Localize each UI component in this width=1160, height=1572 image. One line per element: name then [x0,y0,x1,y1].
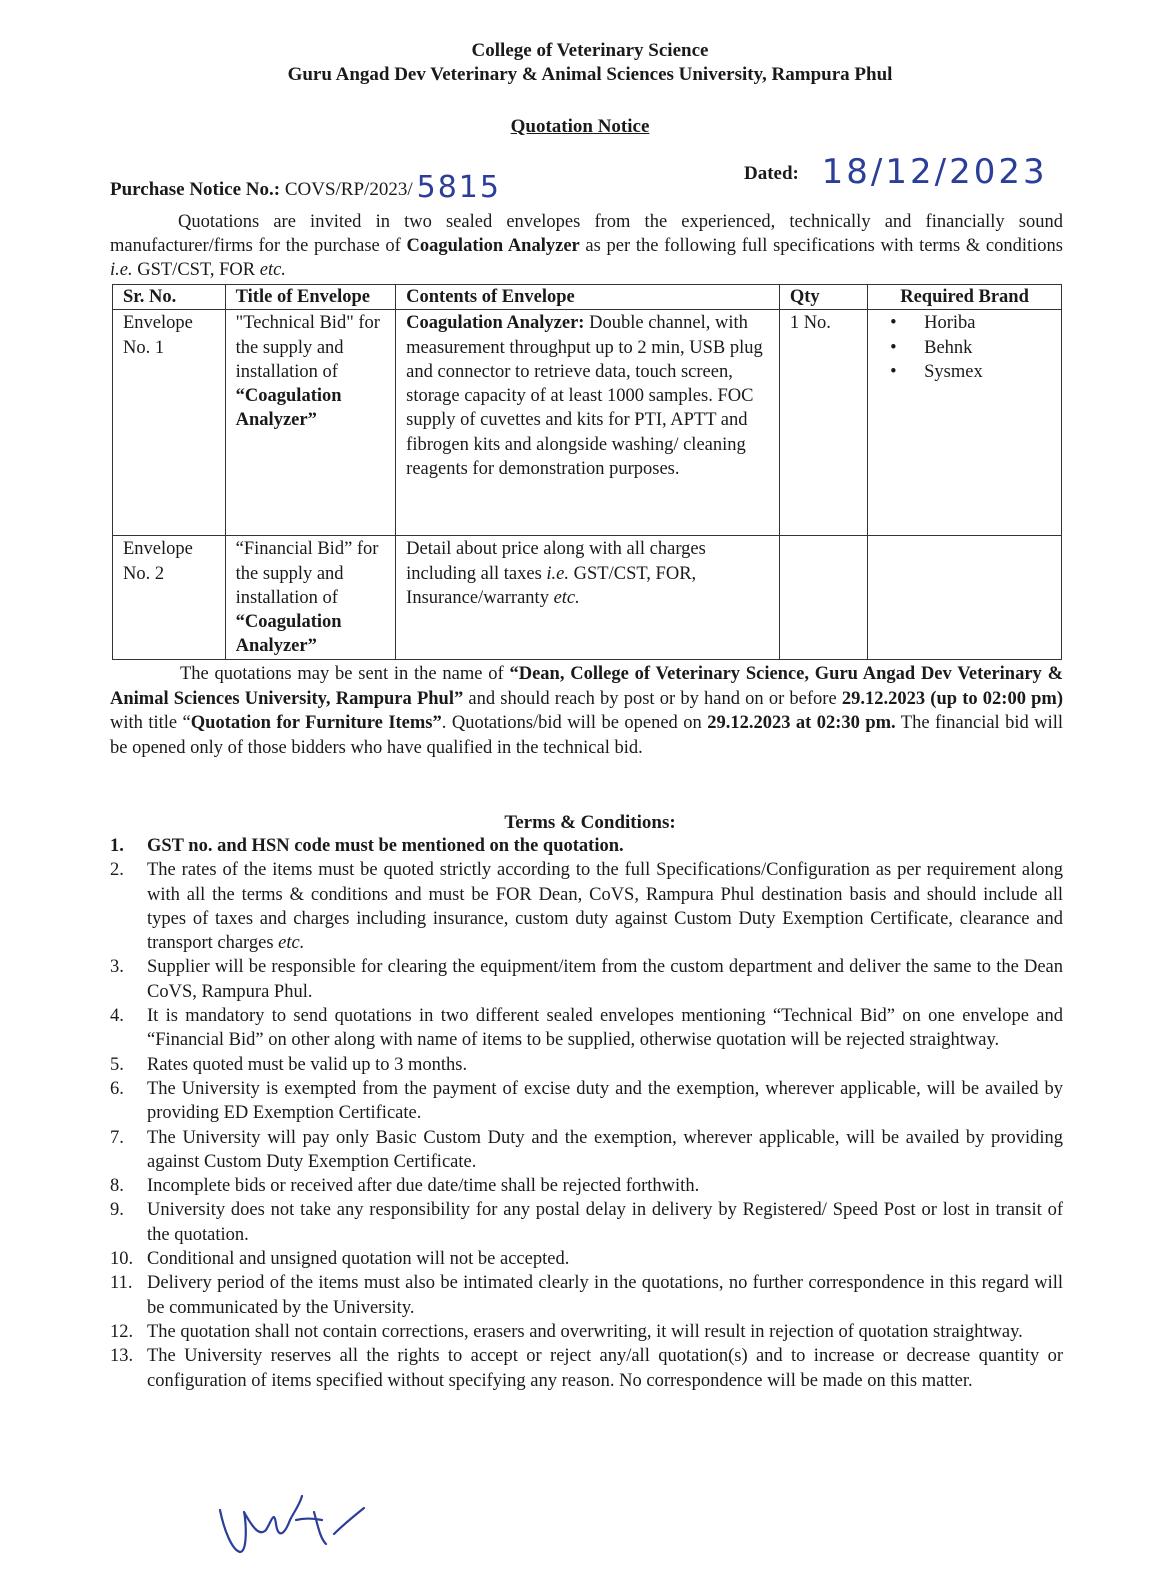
term-etc: etc. [278,933,305,954]
purchase-notice-number [110,168,501,203]
row2-qty [779,536,867,660]
term-item [110,1004,1063,1053]
term-text: University does not take any responsibility for any postal delay in delivery by Registered/ Speed Post or lost in transit of the quotation. [147,1200,1063,1245]
intro-item: Coagulation Analyzer [406,236,580,256]
row1-contents-bold: Coagulation Analyzer: [406,313,585,334]
row2-title-plain: “Financial Bid” for the supply and installation of [235,539,379,608]
header-title: Title of Envelope [225,285,396,310]
term-item [110,1320,1063,1344]
term-text: Supplier will be responsible for clearing the equipment/item from the custom department and deliver the same to the Dean CoVS, Rampura Phul. [147,957,1063,1002]
term-item [110,1344,1063,1393]
term-item [110,858,1063,955]
term-text: Rates quoted must be valid up to 3 months. [147,1054,468,1075]
term-text: The quotation shall not contain corrections, erasers and overwriting, it will result in rejection of quotation straightway. [147,1321,1023,1342]
header-brand: Required Brand [868,285,1062,310]
row2-title-bold: “Coagulation Analyzer” [235,612,342,657]
row1-title-plain: "Technical Bid" for the supply and installation of [235,313,380,382]
handwritten-date: 18/12/2023 [821,152,1048,192]
term-text: The University will pay only Basic Custom Duty and the exemption, wherever applicable, will be availed by providing against Custom Duty Exemption Certificate. [147,1127,1063,1172]
term-number: 9. [110,1200,124,1221]
term-text: Delivery period of the items must also be intimated clearly in the quotations, no further correspondence in this regard will be communicated by the University. [147,1273,1063,1318]
term-item [110,1053,1063,1077]
term-text: Incomplete bids or received after due date/time shall be rejected forthwith. [147,1176,700,1197]
purchase-notice-label: Purchase Notice No.: [110,179,281,200]
term-number: 10. [110,1249,134,1270]
quotation-title: Quotation for Furniture Items” [190,713,442,733]
dated-label: Dated: [744,163,799,184]
term-number: 8. [110,1176,124,1197]
para2-text: The quotations may be sent in the name of [180,664,510,684]
brand-item: • Horiba [890,311,1051,335]
row2-contents [396,536,780,660]
term-number: 7. [110,1127,124,1148]
term-number: 3. [110,957,124,978]
terms-list [110,834,1063,1393]
term-number: 13. [110,1346,134,1367]
table-row [113,310,1062,536]
signature [214,1490,374,1562]
notice-title: Quotation Notice [510,116,650,137]
row2-brands [868,536,1062,660]
university-name: Guru Angad Dev Veterinary & Animal Sciences University, Rampura Phul [287,64,893,85]
term-item [110,955,1063,1004]
para2-text: The financial bid will be opened only of those bidders who have qualified in the technical bid. [110,713,1064,758]
term-text: It is mandatory to send quotations in two different sealed envelopes mentioning “Technical Bid” on one envelope and “Financial Bid” on other along with name of items to be supplied, otherwise quotation will be rejected straightway. [147,1006,1063,1051]
row2-contents-b: GST/CST, FOR, Insurance/warranty [406,563,697,608]
header-qty: Qty [779,285,867,310]
table-row [113,536,1062,660]
intro-text-after: as per the following full specifications with terms & conditions [579,236,1063,256]
brand-list [878,311,1051,384]
term-number: 11. [110,1273,133,1294]
deadline: 29.12.2023 (up to 02:00 pm) [841,688,1064,709]
brand-item: • Sysmex [890,360,1051,384]
row2-contents-ie: i.e. [546,563,570,584]
row1-title-bold: “Coagulation Analyzer” [235,386,342,431]
header-contents: Contents of Envelope [396,285,780,310]
term-item [110,1077,1063,1126]
header-sr-no: Sr. No. [113,285,226,310]
intro-text-end: GST/CST, FOR [132,260,260,280]
term-text: Conditional and unsigned quotation will not be accepted. [147,1249,570,1270]
term-number: 6. [110,1078,124,1099]
intro-ie: i.e. [110,260,133,280]
para2-text: with title “ [110,713,191,733]
envelope-table [112,284,1062,660]
table-header-row [113,285,1062,310]
term-item [110,1174,1063,1198]
term-item [110,834,1063,858]
college-name: College of Veterinary Science [471,40,709,61]
row2-sr: Envelope No. 2 [113,536,226,660]
term-item [110,1247,1063,1271]
term-text: The University is exempted from the payment of excise duty and the exemption, wherever applicable, will be availed by providing ED Exemption Certificate. [147,1078,1063,1124]
term-number: 1. [110,836,124,856]
term-number: 12. [110,1321,134,1342]
row2-contents-etc: etc. [553,587,580,608]
intro-text-before: Quotations are invited in two sealed envelopes from the experienced, technically and financially sound manufacturer/firms for the purchase of [110,212,1063,256]
term-item [110,1126,1063,1175]
intro-etc: etc. [259,260,286,280]
row1-qty: 1 No. [779,310,867,536]
row1-title [225,310,396,536]
para2-text: and should reach by post or by hand on or before [463,688,842,709]
term-item [110,1198,1063,1247]
para2-text: . Quotations/bid will be opened on [441,713,708,733]
row1-brands [868,310,1062,536]
row2-title [225,536,396,660]
purchase-notice-prefix: COVS/RP/2023/ [284,179,413,200]
row1-sr: Envelope No. 1 [113,310,226,536]
brand-item: • Behnk [890,336,1051,360]
handwritten-notice-number: 5815 [416,170,501,205]
submission-paragraph [110,662,1063,760]
term-text: The rates of the items must be quoted strictly according to the full Specifications/Configuration as per requirement along with all the terms & conditions and must be FOR Dean, CoVS, Rampura Phul destination basis and should include all types of taxes and charges including insurance, custom duty against Custom Duty Exemption Certificate, clearance and transport charges [147,860,1063,954]
term-number: 2. [110,860,124,881]
row1-contents [396,310,780,536]
row1-contents-text: Double channel, with measurement throughput up to 2 min, USB plug and connector to retrieve data, touch screen, storage capacity of at least 1000 samples. FOC supply of cuvettes and kits for PTI, APTT and fibrogen kits and alongside washing/ cleaning reagents for demonstration purposes. [406,313,763,480]
notice-date [744,152,1048,192]
term-item [110,1271,1063,1320]
terms-title: Terms & Conditions: [504,812,676,833]
intro-paragraph [110,210,1063,282]
dean-address: “Dean, College of Veterinary Science, Guru Angad Dev Veterinary & Animal Sciences University, Rampura Phul” [110,664,1064,709]
row2-contents-a: Detail about price along with all charges including all taxes [406,539,706,584]
opening-date: 29.12.2023 at 02:30 pm. [707,713,896,733]
term-number: 5. [110,1054,124,1075]
term-number: 4. [110,1006,124,1027]
term-text: GST no. and HSN code must be mentioned on the quotation. [147,836,624,856]
term-text: The University reserves all the rights to accept or reject any/all quotation(s) and to increase or decrease quantity or configuration of items specified without specifying any reason. No correspondence will be made on this matter. [147,1346,1063,1391]
